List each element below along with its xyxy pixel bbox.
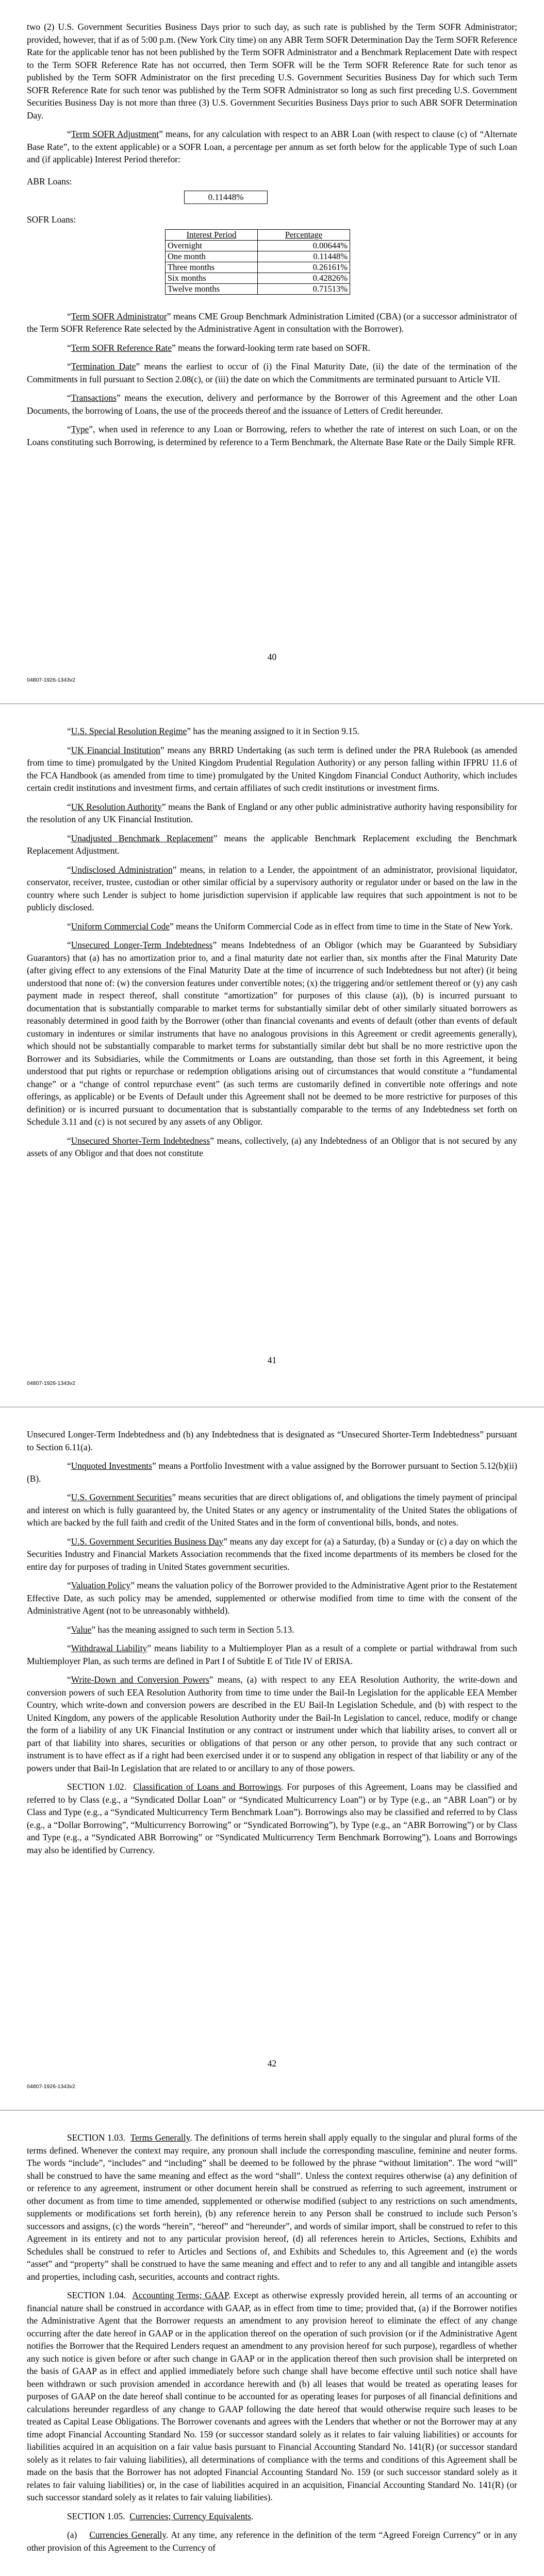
interest-period-cell: Three months: [166, 262, 258, 273]
definition-paragraph: “UK Resolution Authority” means the Bank of England or any other public administrative authority having responsibility for the resolution of any UK Financial Institution.: [27, 801, 517, 824]
definition-text: means Indebtedness of an Obligor (which may be Guaranteed by Subsidiary Guarantors) that (a) has no amortization prior to, and a final maturity date not earlier than, six months after the Final Maturity Date (after giving effect to any extensions of the Final Maturity Date at the time of incurrence of such Indebtedness but not after) (it being understood that none of: (w) the conversion features under convertible notes; (x) the triggering and/or settlement thereof or (y) any cash payment made in respect thereof, shall constitute “amortization” for purposes of this clause (a)), (b) is incurred pursuant to documentation that is substantially comparable to market terms for substantially similar debt of other similarly situated borrowers as reasonably determined in good faith by the Borrower (other than financial covenants and events of default (other than events of default customary in indentures or similar instruments that have no analogous provisions in this Agreement or credit agreements generally), which should not be substantially comparable to market terms for substantially similar debt but shall be no more restrictive upon the Borrower and its Subsidiaries, while the Commitments or Loans are outstanding, than those set forth in this Agreement, it being understood that put rights or repurchase or redemption obligations arising out of circumstances that would constitute a “fundamental change” or a “change of control repurchase event” (as such terms are customarily defined in convertible note offerings and note offerings, as applicable) or be Events of Default under this Agreement shall not be deemed to be more restrictive for purposes of this definition) or is incurred pursuant to documentation that is substantially comparable to the terms of any Indebtedness set forth on Schedule 3.11 and (c) is not secured by any assets of any Obligor.: [27, 940, 517, 1127]
section-title: Terms Generally: [130, 2132, 190, 2143]
defined-term: U.S. Government Securities Business Day: [71, 1536, 224, 1547]
defined-term: Withdrawal Liability: [71, 1643, 147, 1653]
defined-term: Valuation Policy: [71, 1580, 131, 1590]
page-body: [27, 725, 517, 1166]
defined-term: Type: [71, 424, 89, 434]
definition-text: means a Portfolio Investment with a value assigned by the Borrower pursuant to Section 5.12(b)(ii)(B).: [27, 1461, 517, 1484]
definition-paragraph: “Unsecured Shorter-Term Indebtedness” means, collectively, (a) any Indebtedness of an Obligor that is not secured by any assets of any Obligor and that does not constitute: [27, 1135, 517, 1158]
definition-text: means the earliest to occur of (i) the Final Maturity Date, (ii) the date of the termination of the Commitments in full pursuant to Section 2.08(c), or (iii) the date on which the Commitments are terminated pursuant to Article VII.: [27, 361, 517, 384]
definition-paragraph: “Transactions” means the execution, delivery and performance by the Borrower of this Agreement and the other Loan Documents, the borrowing of Loans, the use of the proceeds thereof and the issuance of Letters of Credit hereunder.: [27, 393, 517, 416]
definition-paragraph: “Undisclosed Administration” means, in relation to a Lender, the appointment of an administrator, provisional liquidator, conservator, receiver, trustee, custodian or other similar official by a supervisory authority or regulator under or based on the law in the country where such Lender is subject to home jurisdiction supervision if applicable law requires that such appointment is not to be publicly disclosed.: [27, 864, 518, 912]
column-header: Percentage: [258, 229, 350, 240]
paragraph: two (2) U.S. Government Securities Business Days prior to such day, as such rate is published by the Term SOFR Administrator; provided, however, that if as of 5:00 p.m. (New York City time) on any ABR Term SOFR Determination Day the Term SOFR Reference Rate for the applicable tenor has not been published by the Term SOFR Administrator and a Benchmark Replacement Date with respect to the Term SOFR Reference Rate has not occurred, then Term SOFR will be the Term SOFR Reference Rate for such tenor as published by the Term SOFR Administrator on the first preceding U.S. Government Securities Business Day for which such Term SOFR Reference Rate for such tenor was published by the Term SOFR Administrator so long as such first preceding U.S. Government Securities Business Day is not more than three (3) U.S. Government Securities Business Days prior to such ABR SOFR Determination Day.: [27, 22, 517, 121]
definition-paragraph: “Unadjusted Benchmark Replacement” means the applicable Benchmark Replacement excluding the Benchmark Replacement Adjustment.: [27, 833, 517, 856]
defined-term: Write-Down and Conversion Powers: [71, 1674, 209, 1685]
definition-paragraph: “Type”, when used in reference to any Loan or Borrowing, refers to whether the rate of interest on such Loan, or on the Loans constituting such Borrowing, is determined by reference to a Term Benchmark, the Alternate Base Rate or the Daily Simple RFR.: [27, 424, 517, 447]
definition-text: means the Uniform Commercial Code as in effect from time to time in the State of New York.: [173, 921, 513, 931]
definition-text: means liability to a Multiemployer Plan as a result of a complete or partial withdrawal from such Multiemployer Plan, as such terms are defined in Part I of Subtitle E of Title IV of ERISA.: [27, 1643, 517, 1666]
subsection-paragraph: [27, 2529, 517, 2554]
table-row: [166, 273, 350, 283]
definition-text: means the valuation policy of the Borrower provided to the Administrative Agent prior to the Restatement Effective Date, as such policy may be amended, supplemented or otherwise modified from time to time with the consent of the Administrative Agent (not to be unreasonably withheld).: [27, 1580, 517, 1616]
document-page: [0, 1406, 544, 2109]
definition-paragraph: “Termination Date” means the earliest to occur of (i) the Final Maturity Date, (ii) the date of the termination of the Commitments in full pursuant to Section 2.08(c), or (iii) the date on which the Commitments are terminated pursuant to Article VII.: [27, 361, 517, 384]
defined-term: Unadjusted Benchmark Replacement: [71, 833, 213, 843]
section-text: . Except as otherwise expressly provided herein, all terms of an accounting or financial nature shall be construed in accordance with GAAP, as in effect from time to time; provided that, (a) if the Borrower notifies the Administrative Agent that the Borrower requests an amendment to any provision hereof to eliminate the effect of any change occurring after the date hereof in GAAP or in the application thereof on the operation of such provision (or if the Administrative Agent notifies the Borrower that the Required Lenders request an amendment to any provision hereof for such purpose), regardless of whether any such notice is given before or after such change in GAAP or in the application thereof then such provision shall be interpreted on the basis of GAAP as in effect and applied immediately before such change shall have become effective until such notice shall have been withdrawn or such provision amended in accordance herewith and (b) all leases that would be treated as operating leases for purposes of GAAP on the date hereof shall continue to be accounted for as operating leases for purposes of all financial definitions and calculations hereunder regardless of any change to GAAP following the date hereof that would otherwise require such leases to be treated as Capital Lease Obligations. The Borrower covenants and agrees with the Lenders that whether or not the Borrower may at any time adopt Financial Accounting Standard No. 159 (or successor standard solely as it relates to fair valuing liabilities) or accounts for liabilities acquired in an acquisition on a fair value basis pursuant to Financial Accounting Standard No. 141(R) (or successor standard solely as it relates to fair valuing liabilities), all determinations of compliance with the terms and conditions of this Agreement shall be made on the basis that the Borrower has not adopted Financial Accounting Standard No. 159 (or such successor standard solely as it relates to fair valuing liabilities) or, in the case of liabilities acquired in an acquisition, Financial Accounting Standard No. 141(R) (or such successor standard solely as it relates to fair valuing liabilities).: [27, 2290, 518, 2502]
defined-term: Term SOFR Adjustment: [71, 129, 159, 139]
defined-term: Term SOFR Reference Rate: [71, 342, 172, 353]
defined-term: U.S. Government Securities: [71, 1492, 172, 1502]
percentage-cell: 0.42826%: [258, 273, 350, 283]
defined-term: Uniform Commercial Code: [71, 921, 170, 931]
page-number: 42: [267, 2058, 277, 2069]
defined-term: Termination Date: [71, 361, 136, 371]
interest-period-cell: Overnight: [166, 240, 258, 251]
document-page: [0, 2110, 544, 2576]
definition-text: means CME Group Benchmark Administration Limited (CBA) (or a successor administrator of the Term SOFR Reference Rate selected by the Administrative Agent in consultation with the Borrower).: [27, 311, 517, 334]
defined-term: Transactions: [71, 393, 117, 403]
column-header: Interest Period: [166, 229, 258, 240]
page-number: 40: [267, 652, 277, 662]
definition-text: means the applicable Benchmark Replacement excluding the Benchmark Replacement Adjustment.: [27, 833, 517, 856]
table-row: [166, 283, 350, 294]
definition-text: has the meaning assigned to such term in Section 5.13.: [95, 1624, 294, 1635]
definition-paragraph: “Value” has the meaning assigned to such term in Section 5.13.: [67, 1624, 294, 1635]
definition-text: means, collectively, (a) any Indebtedness of an Obligor that is not secured by any assets of any Obligor and that does not constitute: [27, 1135, 517, 1158]
defined-term: Value: [71, 1624, 92, 1635]
interest-period-cell: One month: [166, 251, 258, 262]
section-number: SECTION 1.03.: [67, 2132, 126, 2143]
definition-text: means the execution, delivery and performance by the Borrower of this Agreement and the other Loan Documents, the borrowing of Loans, the use of the proceeds thereof and the issuance of Letters of Credit hereunder.: [27, 393, 517, 416]
interest-period-cell: Six months: [166, 273, 258, 283]
sofr-loans-label: SOFR Loans:: [27, 214, 76, 225]
definition-text: means the forward-looking term rate based on SOFR.: [175, 342, 371, 353]
defined-term: UK Financial Institution: [71, 744, 160, 755]
page-number: 41: [267, 1355, 277, 1365]
document-page: [0, 703, 544, 1406]
percentage-cell: 0.00644%: [258, 240, 350, 251]
definition-paragraph: “Uniform Commercial Code” means the Uniform Commercial Code as in effect from time to time in the State of New York.: [67, 921, 513, 931]
section-number: SECTION 1.04.: [67, 2290, 126, 2300]
section-text: . For purposes of this Agreement, Loans may be classified and referred to by Class (e.g., a “Syndicated Dollar Loan” or “Syndicated Multicurrency Loan”) or by Type (e.g., an “ABR Loan”) or by Class and Type (e.g., a “Syndicated Multicurrency Term Benchmark Loan”). Borrowings also may be classified and referred to by Class (e.g., a “Dollar Borrowing”, “Multicurrency Borrowing” or “Syndicated Borrowing”), by Type (e.g., an “ABR Borrowing”) or by Class and Type (e.g., a “Syndicated ABR Borrowing” or “Syndicated Multicurrency Term Benchmark Borrowing”). Loans and Borrowings may also be identified by Currency.: [27, 1782, 517, 1855]
definition-text: means securities that are direct obligations of, and obligations the timely payment of principal and interest on which is fully guaranteed by, the United States or any agency or instrumentality of the United States the obligations of which are backed by the full faith and credit of the United States and in the form of conventional bills, bonds, and notes.: [27, 1492, 517, 1528]
table-header-row: [166, 229, 350, 240]
definition-text: means any BRRD Undertaking (as such term is defined under the PRA Rulebook (as amended from time to time) promulgated by the United Kingdom Prudential Regulation Authority) or any person falling within IFPRU 11.6 of the FCA Handbook (as amended from time to time) promulgated by the United Kingdom Financial Conduct Authority, which includes certain credit institutions and investment firms, and certain affiliates of such credit institutions or investment firms.: [27, 744, 517, 793]
definition-text: has the meaning assigned to it in Section 9.15.: [191, 726, 360, 736]
sofr-adjustment-table: [165, 229, 350, 295]
definition-paragraph: “UK Financial Institution” means any BRRD Undertaking (as such term is defined under the PRA Rulebook (as amended from time to time) promulgated by the United Kingdom Prudential Regulation Authority) or any person falling within IFPRU 11.6 of the FCA Handbook (as amended from time to time) promulgated by the United Kingdom Financial Conduct Authority, which includes certain credit institutions and investment firms, and certain affiliates of such credit institutions or investment firms.: [27, 744, 517, 793]
defined-term: Unquoted Investments: [71, 1461, 153, 1471]
section-title: Currencies; Currency Equivalents: [129, 2511, 251, 2521]
defined-term: Unsecured Shorter-Term Indebtedness: [71, 1135, 210, 1146]
paragraph: Unsecured Longer-Term Indebtedness and (b) any Indebtedness that is designated as “Unsecured Shorter-Term Indebtedness” pursuant to Section 6.11(a).: [27, 1429, 517, 1452]
defined-term: Undisclosed Administration: [71, 864, 173, 875]
definition-paragraph: “U.S. Government Securities” means securities that are direct obligations of, and obligations the timely payment of principal and interest on which is fully guaranteed by, the United States or any agency or instrumentality of the United States the obligations of which are backed by the full faith and credit of the United States and in the form of conventional bills, bonds, and notes.: [27, 1492, 517, 1528]
definition-text: means the Bank of England or any other public administrative authority having responsibility for the resolution of any UK Financial Institution.: [27, 801, 517, 824]
page-body: [27, 2131, 517, 2560]
definition-paragraph: “Term SOFR Administrator” means CME Group Benchmark Administration Limited (CBA) (or a successor administrator of the Term SOFR Reference Rate selected by the Administrative Agent in consultation with the Borrower).: [27, 311, 517, 334]
table-row: [166, 240, 350, 251]
definition-paragraph: “U.S. Government Securities Business Day” means any day except for (a) a Saturday, (b) a Sunday or (c) a day on which the Securities Industry and Financial Markets Association recommends that the fixed income departments of its members be closed for the entire day for purposes of trading in United States government securities.: [27, 1536, 517, 1572]
defined-term: UK Resolution Authority: [71, 801, 162, 812]
percentage-cell: 0.26161%: [258, 262, 350, 273]
definition-paragraph: “Withdrawal Liability” means liability to a Multiemployer Plan as a result of a complete or partial withdrawal from such Multiemployer Plan, as such terms are defined in Part I of Subtitle E of Title IV of ERISA.: [27, 1643, 517, 1666]
definition-paragraph: “Unsecured Longer-Term Indebtedness” means Indebtedness of an Obligor (which may be Guaranteed by Subsidiary Guarantors) that (a) has no amortization prior to, and a final maturity date not earlier than, six months after the Final Maturity Date (after giving effect to any extensions of the Final Maturity Date at the time of incurrence of such Indebtedness but not after) (it being understood that none of: (w) the conversion features under convertible notes; (x) the triggering and/or settlement thereof or (y) any cash payment made in respect thereof, shall constitute “amortization” for purposes of this clause (a)), (b) is incurred pursuant to documentation that is substantially comparable to market terms for substantially similar debt of other similarly situated borrowers as reasonably determined in good faith by the Borrower (other than financial covenants and events of default (other than events of default customary in indentures or similar instruments that have no analogous provisions in this Agreement or credit agreements generally), which should not be substantially comparable to market terms for substantially similar debt but shall be no more restrictive upon the Borrower and its Subsidiaries, while the Commitments or Loans are outstanding, than those set forth in this Agreement, it being understood that put rights or repurchase or redemption obligations arising out of circumstances that would constitute a “fundamental change” or a “change of control repurchase event” (as such terms are customarily defined in convertible note offerings and note offerings, as applicable) or be Events of Default under this Agreement shall not be deemed to be more restrictive for purposes of this definition) or is incurred pursuant to documentation that is substantially comparable to the terms of any Indebtedness set forth on Schedule 3.11 and (c) is not secured by any assets of any Obligor.: [27, 940, 517, 1127]
interest-period-cell: Twelve months: [166, 283, 258, 294]
document-id: 04807-1926-1343v2: [27, 2083, 75, 2090]
definition-paragraph: “Write-Down and Conversion Powers” means, (a) with respect to any EEA Resolution Authority, the write-down and conversion powers of such EEA Resolution Authority from time to time under the Bail-In Legislation for the applicable EEA Member Country, which write-down and conversion powers are described in the EU Bail-In Legislation Schedule, and (b) with respect to the United Kingdom, any powers of the applicable Resolution Authority under the Bail-In Legislation to cancel, reduce, modify or change the form of a liability of any UK Financial Institution or any contract or instrument under which that liability arises, to convert all or part of that liability into shares, securities or obligations of that person or any other person, to provide that any such contract or instrument is to have effect as if a right had been exercised under it or to suspend any obligation in respect of that liability or any of the powers under that Bail-In Legislation that are related to or ancillary to any of those powers.: [27, 1674, 518, 1773]
section-text: .: [251, 2511, 254, 2521]
percentage-cell: 0.71513%: [258, 283, 350, 294]
section-paragraph: [27, 2289, 517, 2504]
definition-paragraph: “Valuation Policy” means the valuation policy of the Borrower provided to the Administrative Agent prior to the Restatement Effective Date, as such policy may be amended, supplemented or otherwise modified from time to time with the consent of the Administrative Agent (not to be unreasonably withheld).: [27, 1580, 517, 1616]
definition-text: means, for any calculation with respect to an ABR Loan (with respect to clause (c) of “Alternate Base Rate”, to the extent applicable) or a SOFR Loan, a percentage per annum as set forth below for the applicable Type of such Loan and (if applicable) Interest Period therefor:: [27, 129, 517, 164]
definition-paragraph: “Term SOFR Reference Rate” means the forward-looking term rate based on SOFR.: [67, 342, 371, 353]
defined-term: Term SOFR Administrator: [71, 311, 167, 321]
document-id: 04807-1926-1343v2: [27, 677, 75, 683]
section-title: Classification of Loans and Borrowings: [133, 1782, 282, 1792]
defined-term: Unsecured Longer-Term Indebtedness: [71, 940, 213, 950]
definition-text: means any day except for (a) a Saturday, (b) a Sunday or (c) a day on which the Securities Industry and Financial Markets Association recommends that the fixed income departments of its members be closed for the entire day for purposes of trading in United States government securities.: [27, 1536, 517, 1572]
subsection-label: (a): [67, 2530, 77, 2540]
definition-text: , when used in reference to any Loan or Borrowing, refers to whether the rate of interest on such Loan, or on the Loans constituting such Borrowing, is determined by reference to a Term Benchmark, the Alternate Base Rate or the Daily Simple RFR.: [27, 424, 517, 447]
section-number: SECTION 1.05.: [67, 2511, 125, 2521]
defined-term: U.S. Special Resolution Regime: [71, 726, 187, 736]
table-row: [166, 251, 350, 262]
section-text: . The definitions of terms herein shall apply equally to the singular and plural forms of the terms defined. Whenever the context may require, any pronoun shall include the corresponding masculine, feminine and neuter forms. The words “include”, “includes” and “including” shall be deemed to be followed by the phrase “without limitation”. The word “will” shall be construed to have the same meaning and effect as the word “shall”. Unless the context requires otherwise (a) any definition of or reference to any agreement, instrument or other document herein shall be construed as referring to such agreement, instrument or other document as from time to time amended, supplemented or otherwise modified (subject to any restrictions on such amendments, supplements or modifications set forth herein), (b) any reference herein to any Person shall be construed to include such Person’s successors and assigns, (c) the words “herein”, “hereof” and “hereunder”, and words of similar import, shall be construed to refer to this Agreement in its entirety and not to any particular provision hereof, (d) all references herein to Articles, Sections, Exhibits and Schedules shall be construed to refer to Articles and Sections of, and Exhibits and Schedules to, this Agreement and (e) the words “asset” and “property” shall be construed to have the same meaning and effect and to refer to any and all tangible and intangible assets and properties, including cash, securities, accounts and contract rights.: [27, 2132, 517, 2282]
table-row: [166, 262, 350, 273]
abr-loans-value: 0.11448%: [184, 191, 268, 204]
abr-loans-label: ABR Loans:: [27, 176, 72, 187]
page-body: [27, 21, 517, 454]
definition-text: means, (a) with respect to any EEA Resolution Authority, the write-down and conversion powers of such EEA Resolution Authority from time to time under the Bail-In Legislation for the applicable EEA Member Country, which write-down and conversion powers are described in the EU Bail-In Legislation Schedule, and (b) with respect to the United Kingdom, any powers of the applicable Resolution Authority under the Bail-In Legislation to cancel, reduce, modify or change the form of a liability of any UK Financial Institution or any contract or instrument under which that liability arises, to convert all or part of that liability into shares, securities or obligations of that person or any other person, to provide that any such contract or instrument is to have effect as if a right had been exercised under it or to suspend any obligation in respect of that liability or any of the powers under that Bail-In Legislation that are related to or ancillary to any of those powers.: [27, 1674, 518, 1773]
definition-paragraph: “U.S. Special Resolution Regime” has the meaning assigned to it in Section 9.15.: [67, 726, 360, 736]
document-id: 04807-1926-1343v2: [27, 1380, 75, 1386]
section-paragraph: [27, 2510, 517, 2523]
section-paragraph: [27, 2131, 517, 2283]
section-paragraph: [27, 1781, 517, 1856]
definition-paragraph: “Unquoted Investments” means a Portfolio Investment with a value assigned by the Borrower pursuant to Section 5.12(b)(ii)(B).: [27, 1461, 517, 1484]
definition-paragraph: “Term SOFR Adjustment” means, for any calculation with respect to an ABR Loan (with respect to clause (c) of “Alternate Base Rate”, to the extent applicable) or a SOFR Loan, a percentage per annum as set forth below for the applicable Type of such Loan and (if applicable) Interest Period therefor:: [27, 129, 517, 164]
definition-text: means, in relation to a Lender, the appointment of an administrator, provisional liquidator, conservator, receiver, trustee, custodian or other similar official by a supervisory authority or regulator under or based on the law in the country where such Lender is subject to home jurisdiction supervision if applicable law requires that such appointment is not to be publicly disclosed.: [27, 864, 518, 912]
section-number: SECTION 1.02.: [67, 1782, 126, 1792]
subsection-title: Currencies Generally: [89, 2530, 166, 2540]
percentage-cell: 0.11448%: [258, 251, 350, 262]
subsection-text: . At any time, any reference in the definition of the term “Agreed Foreign Currency” or in any other provision of this Agreement to the Currency of: [27, 2530, 517, 2553]
page-body: [27, 1428, 517, 1862]
section-title: Accounting Terms; GAAP: [132, 2290, 228, 2300]
document-page: [0, 0, 544, 703]
